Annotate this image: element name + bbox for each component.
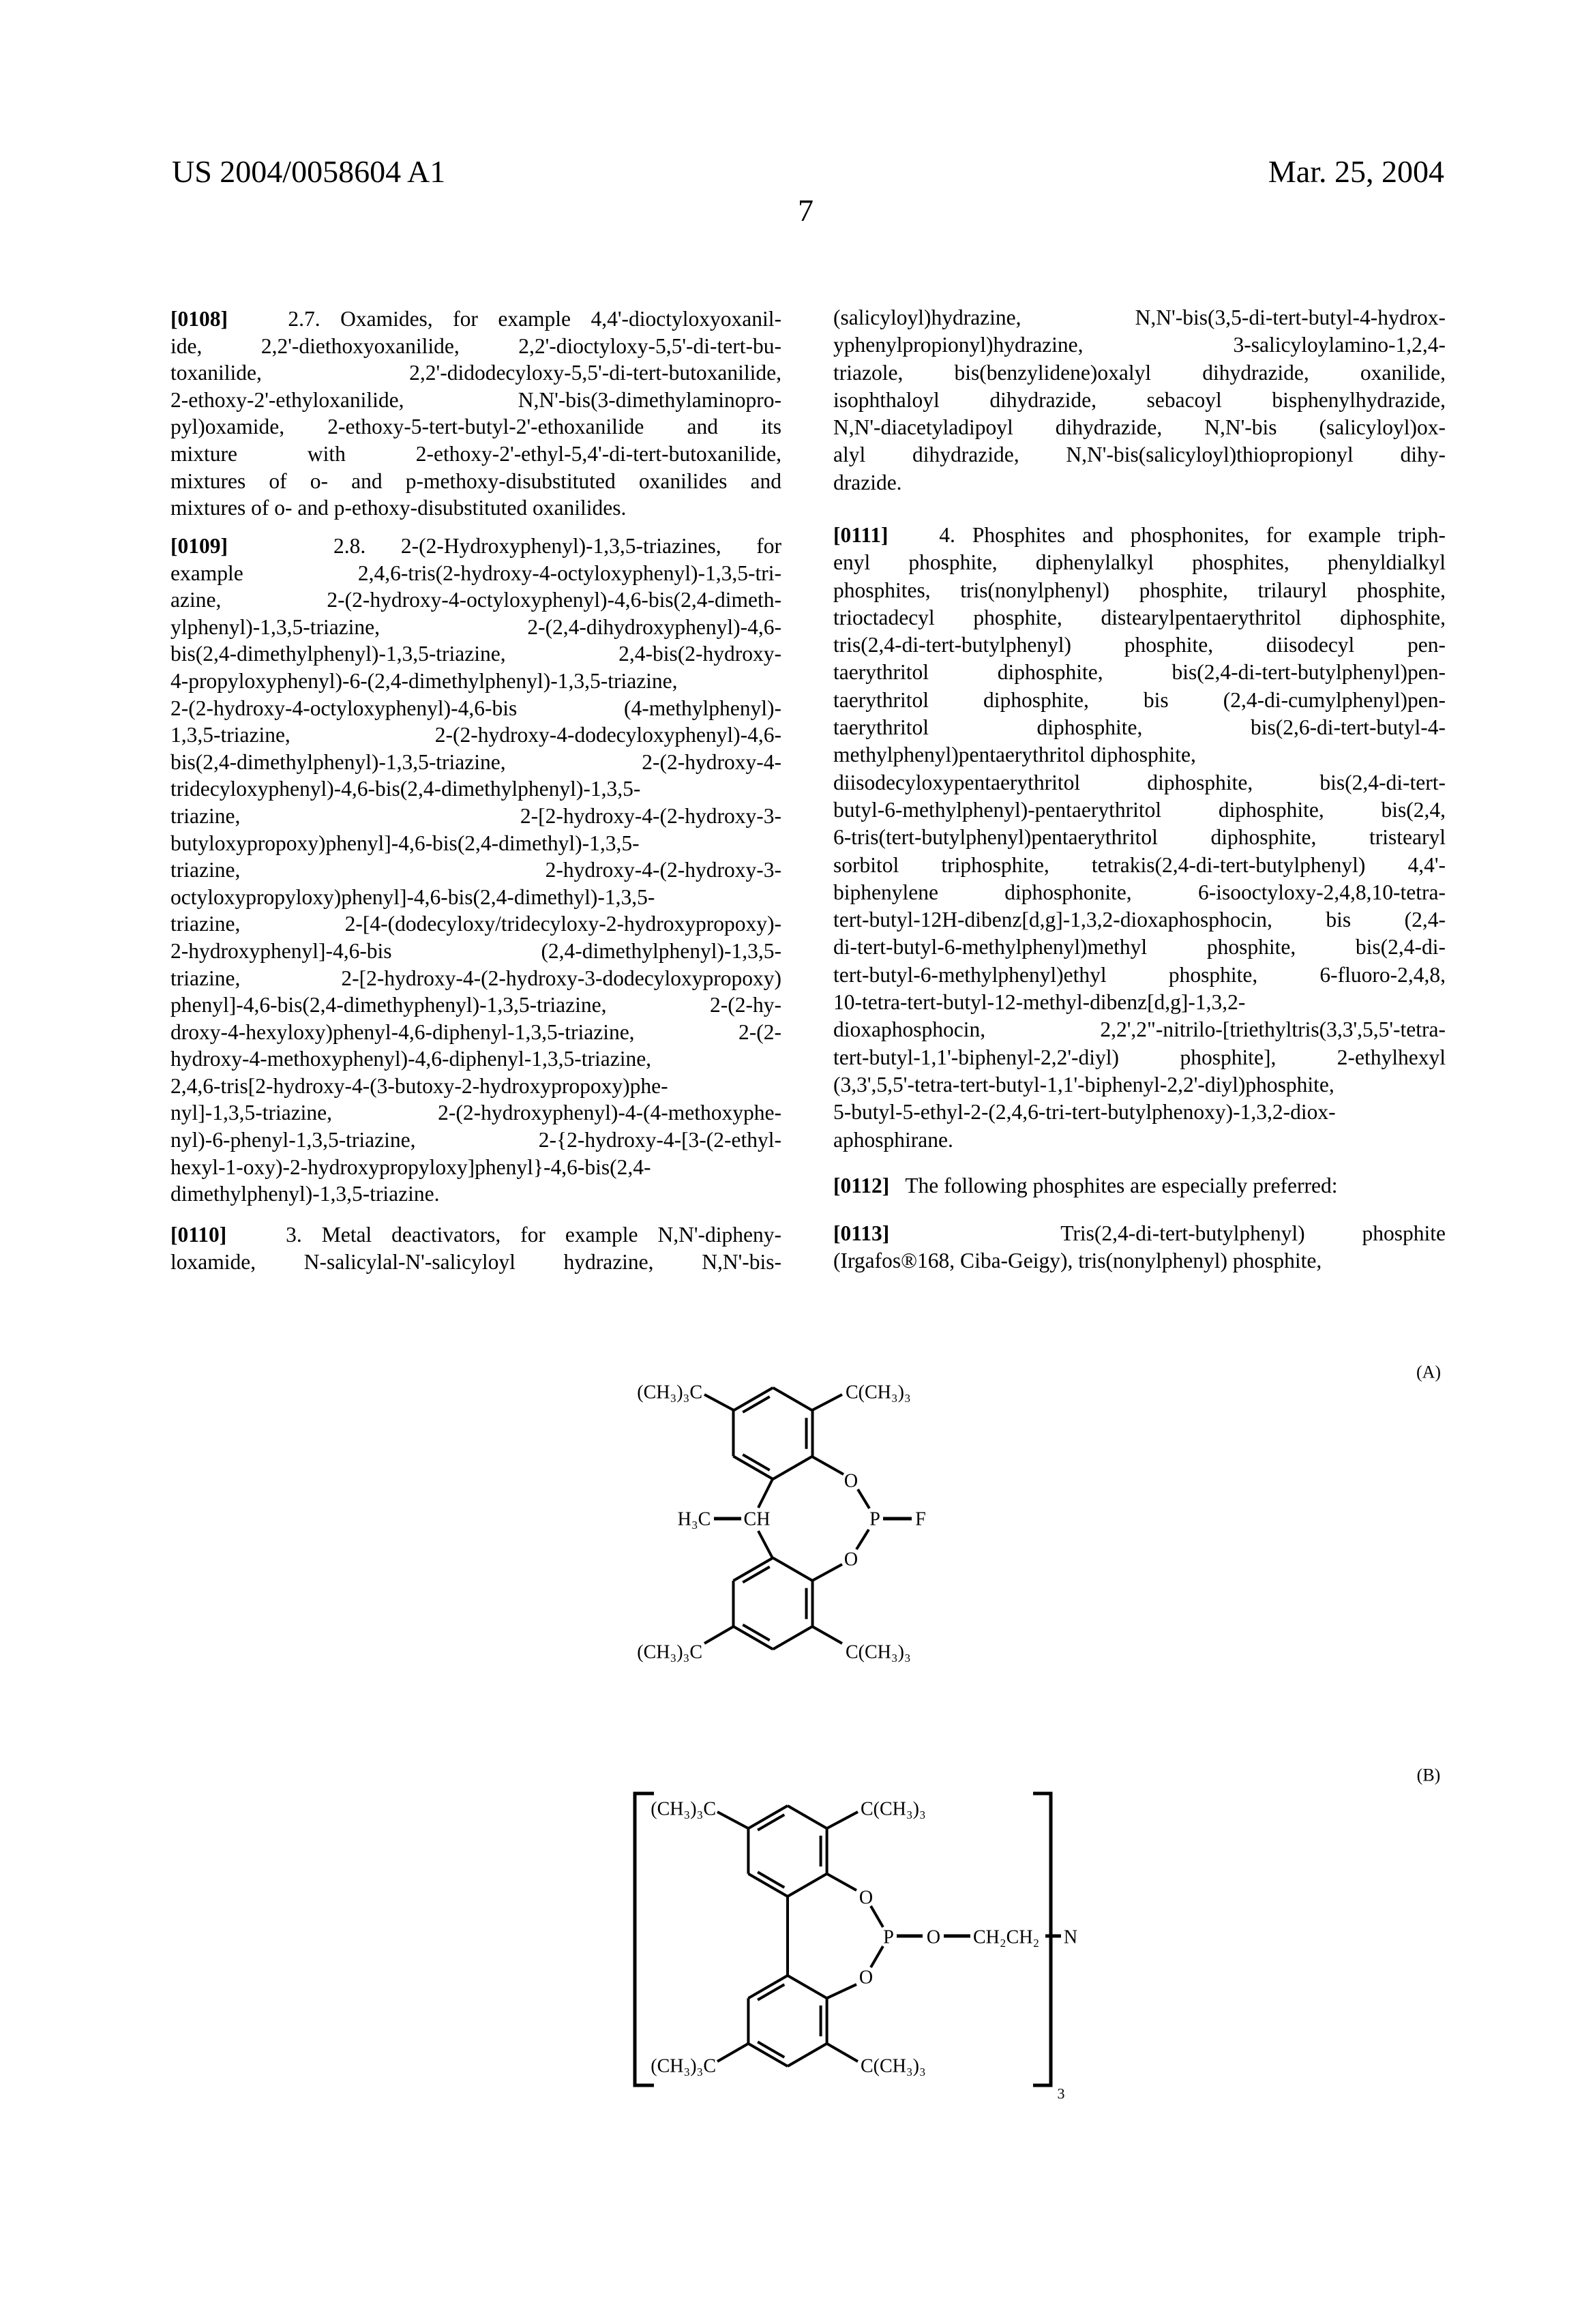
paragraph-number: [0113] (833, 1221, 889, 1245)
line-text: loxamide, N-salicylal-N'-salicyloyl hydrazine, N,N'-bis- (170, 1250, 781, 1274)
ring-bond (773, 1388, 813, 1411)
line-text: tert-butyl-6-methylphenyl)ethyl phosphite, 6-fluoro-2,4,8, (833, 963, 1446, 987)
paragraph-number: [0108] (170, 307, 228, 331)
ring-bond (773, 1457, 813, 1480)
line-text: triazine, 2-[4-(dodecyloxy/tridecyloxy-2-hydroxypropoxy)- (170, 912, 781, 936)
bond (871, 1906, 883, 1927)
bond (812, 1457, 844, 1474)
double-bond-inner (758, 2042, 784, 2057)
paragraph-number: [0111] (833, 523, 889, 547)
bond (717, 2044, 748, 2061)
chemical-structures (0, 0, 1582, 2324)
structure-a (704, 1388, 912, 1650)
line-text: ide, 2,2'-diethoxyoxanilide, 2,2'-dioctyloxy-5,5'-di-tert-bu- (170, 334, 781, 358)
line-text: (Irgafos®168, Ciba-Geigy), tris(nonylphenyl) phosphite, (833, 1249, 1322, 1272)
bond (704, 1395, 734, 1410)
line-text: 2.7. Oxamides, for example 4,4'-dioctyloxyoxanil- (288, 307, 781, 331)
double-bond-inner (743, 1625, 769, 1641)
atom-label: O (927, 1927, 940, 1948)
line-text: octyloxypropyloxy)phenyl]-4,6-bis(2,4-dimethyl)-1,3,5- (170, 885, 655, 909)
atom-label: O (859, 1967, 873, 1988)
atom-label: O (859, 1888, 873, 1909)
line-text: phosphites, tris(nonylphenyl) phosphite, trilauryl phosphite, (833, 578, 1446, 602)
double-bond-inner (758, 1984, 784, 2000)
bond (858, 1489, 869, 1508)
atom-label: C(CH₃)₃ (861, 1799, 926, 1820)
line-text: example 2,4,6-tris(2-hydroxy-4-octyloxyphenyl)-1,3,5-tri- (170, 561, 781, 585)
line-text: triazine, 2-[2-hydroxy-4-(2-hydroxy-3-dodecyloxypropoxy) (170, 966, 781, 990)
line-text: (salicyloyl)hydrazine, N,N'-bis(3,5-di-tert-butyl-4-hydrox- (833, 306, 1446, 329)
atom-label: CH₂CH₂ (973, 1927, 1039, 1948)
line-text: di-tert-butyl-6-methylphenyl)methyl phosphite, bis(2,4-di- (833, 935, 1446, 959)
line-text: methylphenyl)pentaerythritol diphosphite, (833, 743, 1196, 766)
line-text: droxy-4-hexyloxy)phenyl-4,6-diphenyl-1,3,5-triazine, 2-(2- (170, 1020, 781, 1044)
line-text: mixtures of o- and p-methoxy-disubstituted oxanilides and (170, 469, 781, 493)
double-bond-inner (758, 1872, 784, 1888)
line-text: butyl-6-methylphenyl)-pentaerythritol diphosphite, bis(2,4, (833, 798, 1446, 822)
line-text: trioctadecyl phosphite, distearylpentaerythritol diphosphite, (833, 606, 1446, 629)
line-text: taerythritol diphosphite, bis(2,4-di-tert-butylphenyl)pen- (833, 660, 1446, 684)
bond (827, 1984, 856, 1998)
atom-label: (CH₃)₃C (637, 1642, 702, 1663)
line-text: tris(2,4-di-tert-butylphenyl) phosphite, diisodecyl pen- (833, 633, 1446, 657)
line-text: aphosphirane. (833, 1128, 953, 1152)
line-text: 2.8. 2-(2-Hydroxyphenyl)-1,3,5-triazines, for (333, 534, 781, 558)
structure-a-label: (A) (1416, 1362, 1441, 1382)
line-text: 10-tetra-tert-butyl-12-methyl-dibenz[d,g]-1,3,2- (833, 990, 1245, 1014)
line-text: 1,3,5-triazine, 2-(2-hydroxy-4-dodecyloxyphenyl)-4,6- (170, 723, 781, 747)
line-text: mixture with 2-ethoxy-2'-ethyl-5,4'-di-tert-butoxanilide, (170, 442, 781, 466)
atom-label: C(CH₃)₃ (846, 1382, 911, 1403)
bond (812, 1564, 842, 1581)
line-text: N,N'-diacetyladipoyl dihydrazide, N,N'-bis (salicyloyl)ox- (833, 415, 1446, 439)
line-text: 2-hydroxyphenyl]-4,6-bis (2,4-dimethylphenyl)-1,3,5- (170, 939, 781, 963)
line-text: triazine, 2-hydroxy-4-(2-hydroxy-3- (170, 858, 781, 882)
line-text: phenyl]-4,6-bis(2,4-dimethyphenyl)-1,3,5-triazine, 2-(2-hy- (170, 993, 781, 1017)
page-number: 7 (798, 193, 814, 228)
bond (827, 1812, 858, 1828)
bond (758, 1531, 773, 1558)
atom-label: C(CH₃)₃ (861, 2056, 926, 2077)
ring-bond (773, 1558, 813, 1581)
ring-bond (773, 1626, 813, 1650)
line-text: (3,3',5,5'-tetra-tert-butyl-1,1'-biphenyl-2,2'-diyl)phosphite, (833, 1073, 1334, 1097)
line-text: 6-tris(tert-butylphenyl)pentaerythritol diphosphite, tristearyl (833, 825, 1446, 849)
line-text: enyl phosphite, diphenylalkyl phosphites, phenyldialkyl (833, 550, 1446, 574)
double-bond-inner (758, 1815, 784, 1830)
line-text: 2-(2-hydroxy-4-octyloxyphenyl)-4,6-bis (4-methylphenyl)- (170, 696, 781, 720)
bond (758, 1479, 773, 1508)
bond (812, 1395, 842, 1410)
ring-bond (788, 1976, 827, 1998)
line-text: dimethylphenyl)-1,3,5-triazine. (170, 1182, 440, 1206)
atom-label: P (869, 1509, 880, 1530)
line-text: hydroxy-4-methoxyphenyl)-4,6-diphenyl-1,3,5-triazine, (170, 1047, 651, 1071)
atom-label: O (844, 1471, 858, 1492)
bond (871, 1946, 883, 1967)
line-text: 5-butyl-5-ethyl-2-(2,4,6-tri-tert-butylphenoxy)-1,3,2-diox- (833, 1100, 1336, 1124)
line-text: isophthaloyl dihydrazide, sebacoyl bisphenylhydrazide, (833, 388, 1446, 412)
line-text: The following phosphites are especially preferred: (905, 1174, 1337, 1197)
line-text: azine, 2-(2-hydroxy-4-octyloxyphenyl)-4,6-bis(2,4-dimeth- (170, 588, 781, 612)
line-text: Tris(2,4-di-tert-butylphenyl) phosphite (1060, 1221, 1446, 1245)
line-text: triazole, bis(benzylidene)oxalyl dihydrazide, oxanilide, (833, 361, 1446, 385)
bond (827, 2044, 858, 2061)
atom-label: (CH₃)₃C (651, 1799, 716, 1820)
atom-label: C(CH₃)₃ (846, 1642, 911, 1663)
bond (812, 1626, 842, 1643)
line-text: drazide. (833, 471, 902, 494)
line-text: hexyl-1-oxy)-2-hydroxypropyloxy]phenyl}-4,6-bis(2,4- (170, 1155, 651, 1179)
bond (717, 1812, 748, 1828)
atom-label: P (883, 1927, 894, 1948)
line-text: 2-ethoxy-2'-ethyloxanilide, N,N'-bis(3-dimethylaminopro- (170, 388, 781, 412)
line-text: tert-butyl-1,1'-biphenyl-2,2'-diyl) phosphite], 2-ethylhexyl (833, 1045, 1446, 1069)
line-text: dioxaphosphocin, 2,2',2"-nitrilo-[triethyltris(3,3',5,5'-tetra- (833, 1017, 1446, 1041)
line-text: ylphenyl)-1,3,5-triazine, 2-(2,4-dihydroxyphenyl)-4,6- (170, 615, 781, 639)
line-text: butyloxypropoxy)phenyl]-4,6-bis(2,4-dimethyl)-1,3,5- (170, 831, 640, 855)
structure-a-labels (637, 1362, 1441, 1663)
double-bond-inner (743, 1455, 769, 1470)
repeat-subscript: 3 (1058, 2085, 1065, 2102)
bond (704, 1626, 734, 1643)
double-bond-inner (743, 1397, 769, 1412)
paragraph-number: [0110] (170, 1223, 226, 1247)
publication-number: US 2004/0058604 A1 (172, 154, 445, 190)
ring-bond (788, 2044, 827, 2066)
left-bracket (635, 1793, 654, 2085)
line-text: pyl)oxamide, 2-ethoxy-5-tert-butyl-2'-ethoxanilide and its (170, 415, 781, 438)
publication-date: Mar. 25, 2004 (1268, 154, 1444, 190)
line-text: tert-butyl-12H-dibenz[d,g]-1,3,2-dioxaphosphocin, bis (2,4- (833, 908, 1446, 932)
line-text: yphenylpropionyl)hydrazine, 3-salicyloylamino-1,2,4- (833, 333, 1446, 357)
line-text: mixtures of o- and p-ethoxy-disubstituted oxanilides. (170, 496, 626, 520)
line-text: toxanilide, 2,2'-didodecyloxy-5,5'-di-tert-butoxanilide, (170, 361, 781, 385)
line-text: 3. Metal deactivators, for example N,N'-dipheny- (286, 1223, 781, 1247)
line-text: biphenylene diphosphonite, 6-isooctyloxy-2,4,8,10-tetra- (833, 880, 1446, 904)
line-text: nyl]-1,3,5-triazine, 2-(2-hydroxyphenyl)-4-(4-methoxyphe- (170, 1101, 781, 1124)
line-text: 4. Phosphites and phosphonites, for example triph- (939, 523, 1446, 547)
line-text: sorbitol triphosphite, tetrakis(2,4-di-tert-butylphenyl) 4,4'- (833, 853, 1446, 877)
line-text: taerythritol diphosphite, bis(2,6-di-tert-butyl-4- (833, 715, 1446, 739)
atom-label: (CH₃)₃C (651, 2056, 716, 2077)
atom-label: H₃C (678, 1509, 711, 1530)
line-text: bis(2,4-dimethylphenyl)-1,3,5-triazine, 2,4-bis(2-hydroxy- (170, 642, 781, 666)
paragraph-number: [0112] (833, 1174, 889, 1197)
line-text: tridecyloxyphenyl)-4,6-bis(2,4-dimethylphenyl)-1,3,5- (170, 777, 640, 801)
atom-label: N (1064, 1927, 1077, 1948)
atom-label: F (915, 1509, 926, 1530)
line-text: 2,4,6-tris[2-hydroxy-4-(3-butoxy-2-hydroxypropoxy)phe- (170, 1074, 668, 1098)
line-text: 4-propyloxyphenyl)-6-(2,4-dimethylphenyl)-1,3,5-triazine, (170, 669, 678, 693)
ring-bond (788, 1874, 827, 1896)
line-text: bis(2,4-dimethylphenyl)-1,3,5-triazine, 2-(2-hydroxy-4- (170, 750, 781, 774)
ring-bond (788, 1806, 827, 1828)
line-text: diisodecyloxypentaerythritol diphosphite, bis(2,4-di-tert- (833, 771, 1446, 794)
line-text: taerythritol diphosphite, bis (2,4-di-cumylphenyl)pen- (833, 688, 1446, 712)
paragraph-number: [0109] (170, 534, 228, 558)
line-text: alyl dihydrazide, N,N'-bis(salicyloyl)thiopropionyl dihy- (833, 443, 1446, 466)
structure-b-label: (B) (1417, 1766, 1441, 1785)
atom-label: CH (744, 1509, 771, 1530)
bond (827, 1874, 856, 1890)
line-text: nyl)-6-phenyl-1,3,5-triazine, 2-{2-hydroxy-4-[3-(2-ethyl- (170, 1128, 781, 1152)
atom-label: O (844, 1549, 858, 1570)
atom-label: (CH₃)₃C (637, 1382, 702, 1403)
bond (856, 1530, 869, 1549)
double-bond-inner (743, 1567, 769, 1583)
line-text: triazine, 2-[2-hydroxy-4-(2-hydroxy-3- (170, 804, 781, 828)
